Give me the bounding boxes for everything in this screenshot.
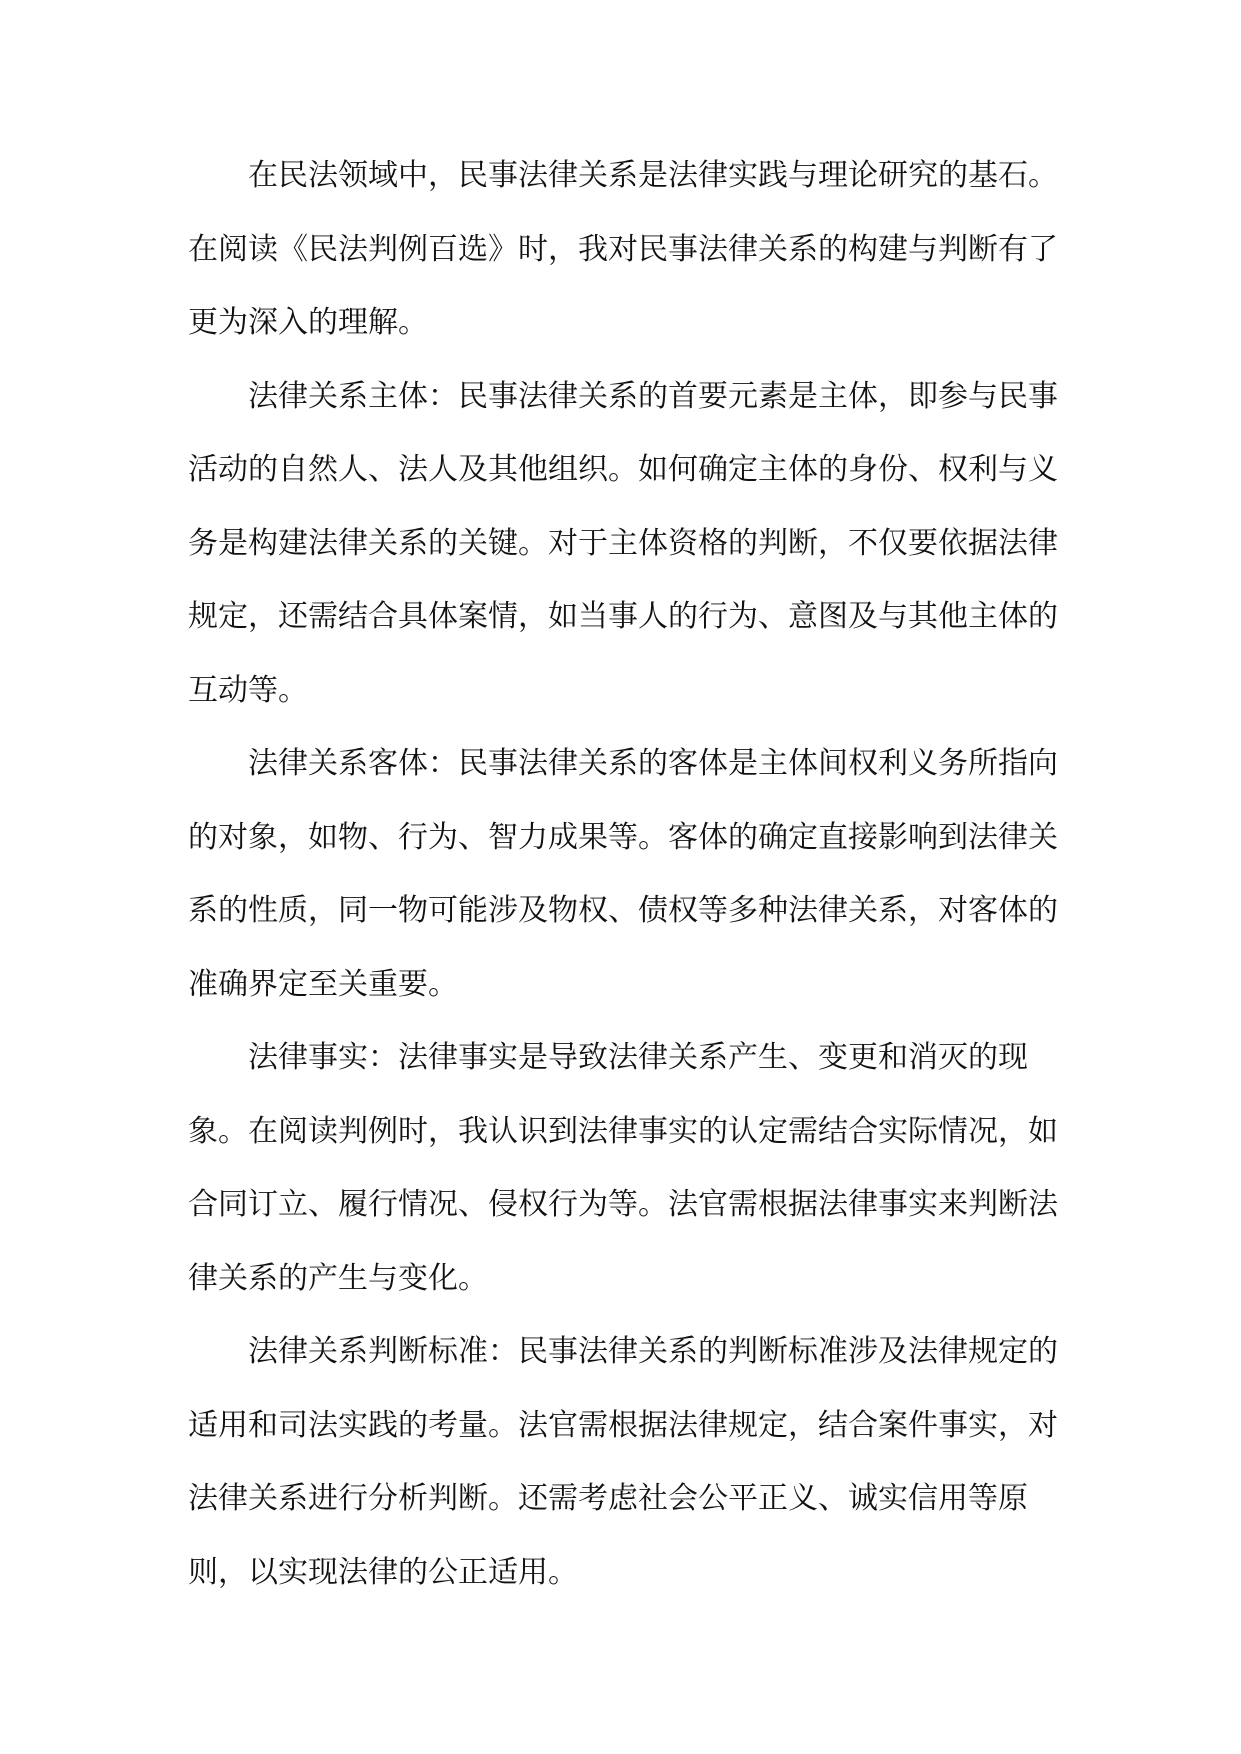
paragraph-judgment-standard: 法律关系判断标准：民事法律关系的判断标准涉及法律规定的适用和司法实践的考量。法官需根据法律规定，结合案件事实，对法律关系进行分析判断。还需考虑社会公平正义、诚实信用等原则，以实现法律的公正适用。 xyxy=(188,1334,1058,1590)
document-body xyxy=(188,139,1058,1609)
paragraph-intro: 在民法领域中，民事法律关系是法律实践与理论研究的基石。在阅读《民法判例百选》时，我对民事法律关系的构建与判断有了更为深入的理解。 xyxy=(188,158,1058,340)
paragraph-legal-facts: 法律事实：法律事实是导致法律关系产生、变更和消灭的现象。在阅读判例时，我认识到法律事实的认定需结合实际情况，如合同订立、履行情况、侵权行为等。法官需根据法律事实来判断法律关系的产生与变化。 xyxy=(188,1040,1058,1296)
paragraph-legal-subject: 法律关系主体：民事法律关系的首要元素是主体，即参与民事活动的自然人、法人及其他组织。如何确定主体的身份、权利与义务是构建法律关系的关键。对于主体资格的判断，不仅要依据法律规定，还需结合具体案情，如当事人的行为、意图及与其他主体的互动等。 xyxy=(188,378,1058,708)
paragraph-legal-object: 法律关系客体：民事法律关系的客体是主体间权利义务所指向的对象，如物、行为、智力成果等。客体的确定直接影响到法律关系的性质，同一物可能涉及物权、债权等多种法律关系，对客体的准确界定至关重要。 xyxy=(188,746,1058,1002)
